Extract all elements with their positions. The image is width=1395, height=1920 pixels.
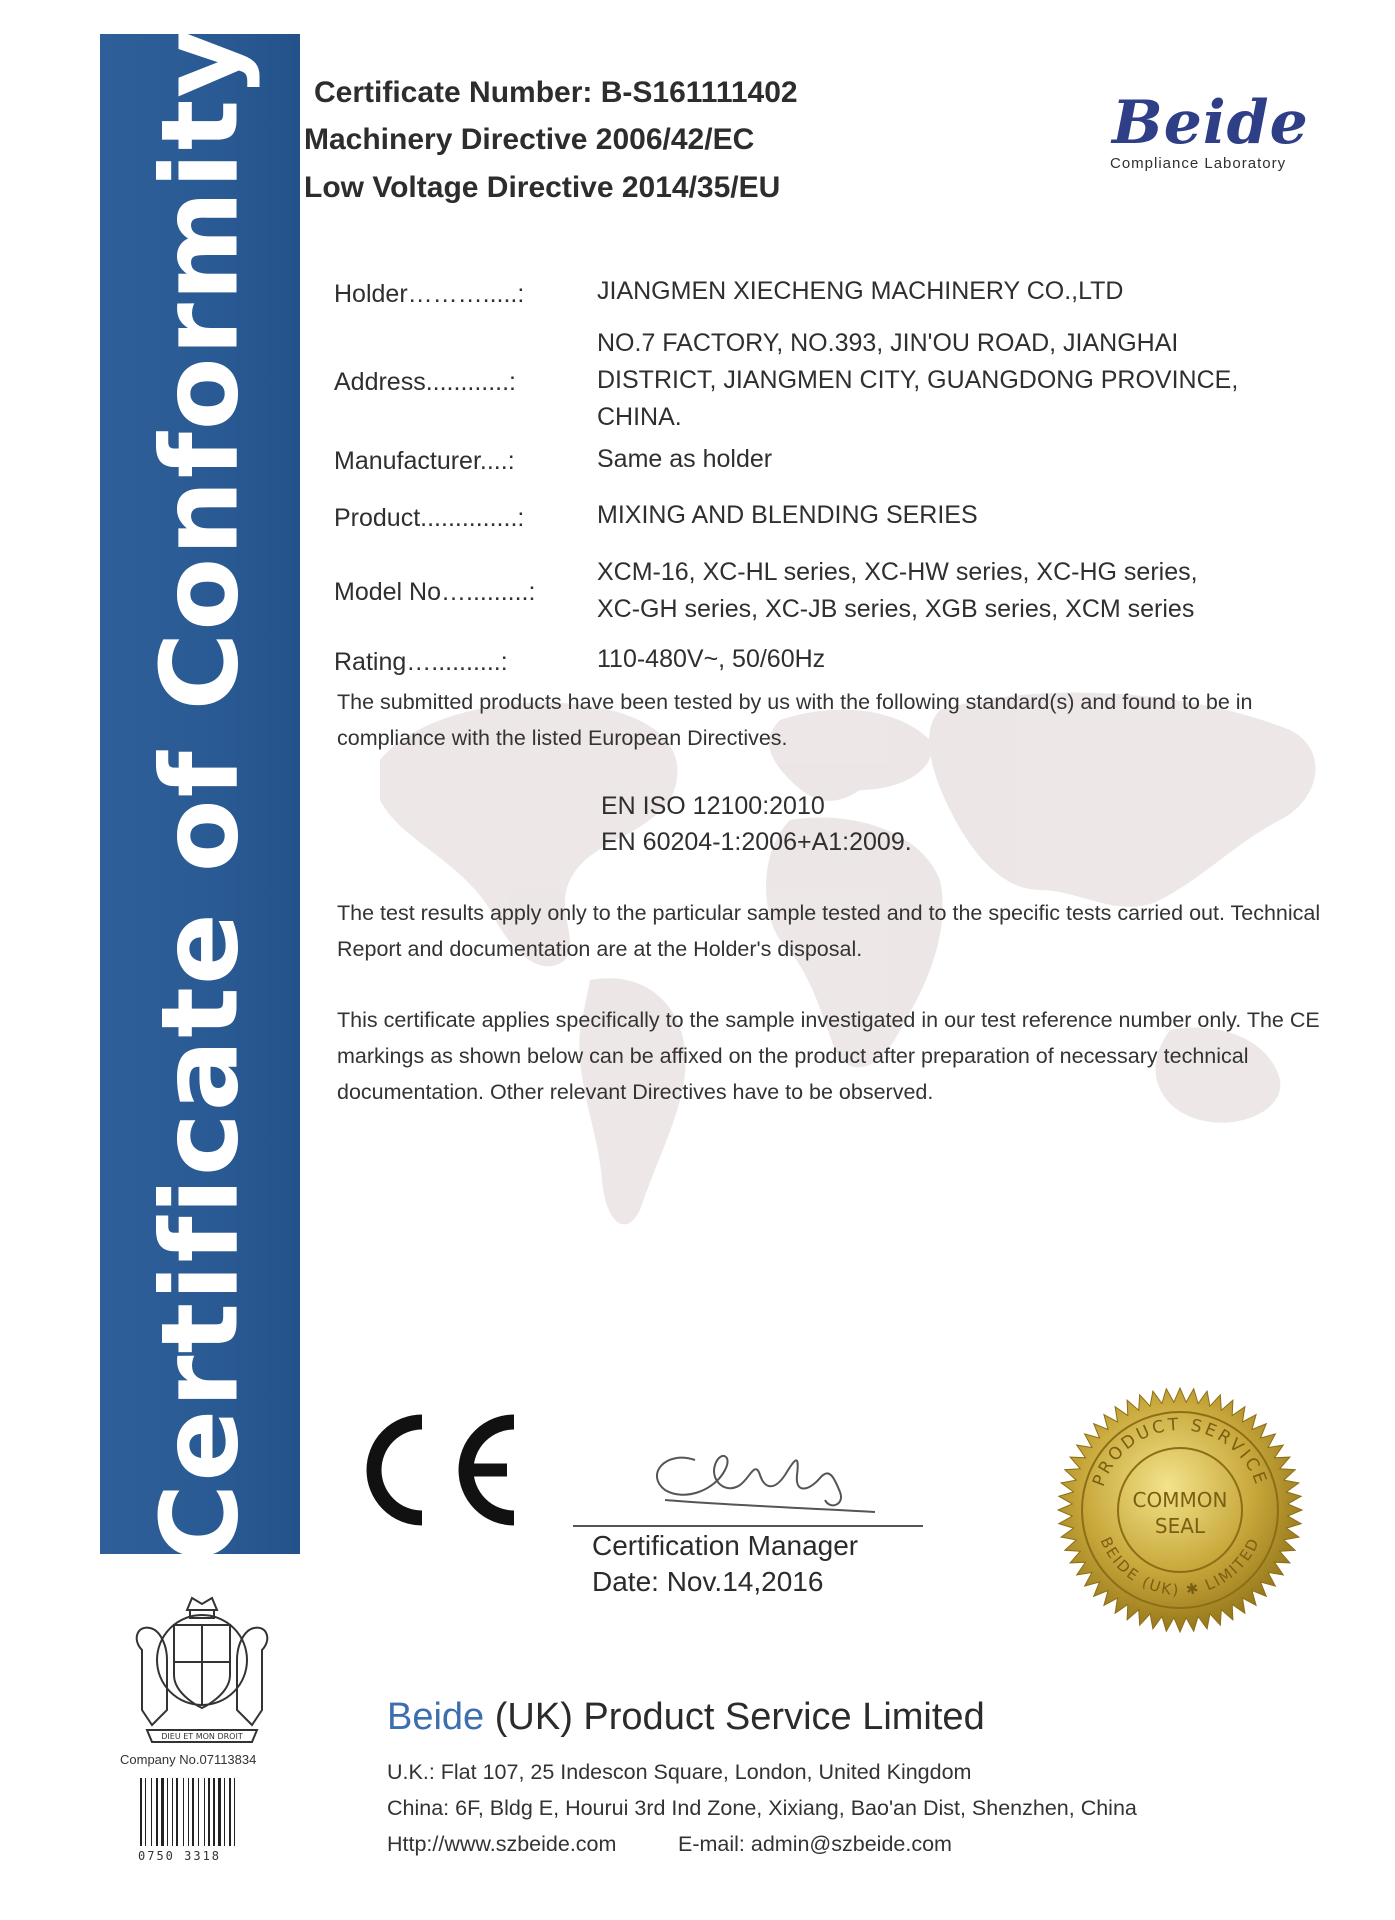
holder-value: JIANGMEN XIECHENG MACHINERY CO.,LTD [597, 277, 1124, 305]
standard-item: EN ISO 12100:2010 [601, 792, 825, 820]
address-label: Address............: [334, 368, 517, 396]
intro-paragraph: The submitted products have been tested by us with the following standard(s) and found to be in compliance with the listed European Directives. [337, 690, 1253, 750]
barcode-icon [138, 1778, 260, 1846]
footer-brand: Beide [387, 1696, 485, 1738]
footer-title-rest: (UK) Product Service Limited [494, 1696, 985, 1738]
barcode-number: 0750 3318 [138, 1849, 222, 1863]
seal-center-line: COMMON [1132, 1488, 1228, 1512]
logo-subtitle: Compliance Laboratory [1110, 155, 1287, 172]
address-value [597, 325, 1344, 436]
address-line: NO.7 FACTORY, NO.393, JIN'OU ROAD, JIANGHAI [597, 329, 1179, 357]
footer-website-link[interactable]: Http://www.szbeide.com [387, 1832, 617, 1856]
applies-paragraph: This certificate applies specifically to the sample investigated in our test reference number only. The CE markings as shown below can be affixed on the product after preparation of necessary technical documentation. Other relevant Directives have to be observed. [337, 1008, 1320, 1104]
model-label: Model No….........: [334, 578, 536, 606]
gold-seal-icon [1055, 1385, 1305, 1635]
product-value: MIXING AND BLENDING SERIES [597, 501, 978, 529]
rating-value: 110-480V~, 50/60Hz [597, 645, 826, 673]
footer-company-title [387, 1696, 985, 1739]
company-number: Company No.07113834 [120, 1752, 257, 1767]
seal-bottom-text: BEIDE (UK) ✱ LIMITED [1096, 1534, 1264, 1600]
royal-crest-icon [112, 1590, 292, 1760]
holder-label: Holder……….....: [334, 280, 525, 308]
banner-title: Certificate of Conformity [138, 26, 262, 1562]
signature-date: Date: Nov.14,2016 [592, 1566, 824, 1597]
footer-email-link[interactable]: E-mail: admin@szbeide.com [678, 1832, 952, 1856]
signature-line [573, 1525, 923, 1527]
address-line: DISTRICT, JIANGMEN CITY, GUANGDONG PROVINCE, [597, 366, 1239, 394]
crest-motto: DIEU ET MON DROIT [161, 1732, 243, 1741]
seal-top-text: PRODUCT SERVICE [1088, 1414, 1272, 1490]
product-label: Product..............: [334, 504, 525, 532]
ce-mark-icon [352, 1410, 532, 1530]
standard-item: EN 60204-1:2006+A1:2009. [601, 828, 912, 856]
model-line: XCM-16, XC-HL series, XC-HW series, XC-HG series, [597, 558, 1198, 586]
manufacturer-label: Manufacturer....: [334, 447, 515, 475]
footer-china-address: China: 6F, Bldg E, Hourui 3rd Ind Zone, Xixiang, Bao'an Dist, Shenzhen, China [387, 1796, 1137, 1820]
beide-logo: Beide [1112, 88, 1309, 158]
model-value [597, 554, 1344, 628]
rating-label: Rating…..........: [334, 648, 508, 676]
manufacturer-value: Same as holder [597, 445, 773, 473]
low-voltage-directive: Low Voltage Directive 2014/35/EU [304, 171, 781, 204]
signature-icon [625, 1420, 885, 1520]
signature-role: Certification Manager [592, 1530, 859, 1561]
address-line: CHINA. [597, 403, 682, 431]
results-paragraph: The test results apply only to the particular sample tested and to the specific tests carried out. Technical Report and documentation are at the Holder's disposal. [337, 901, 1321, 961]
seal-center-line: SEAL [1154, 1514, 1206, 1538]
certificate-banner [100, 26, 300, 1562]
machinery-directive: Machinery Directive 2006/42/EC [304, 123, 755, 156]
certificate-number: Certificate Number: B-S161111402 [314, 76, 798, 109]
footer-uk-address: U.K.: Flat 107, 25 Indescon Square, London, United Kingdom [387, 1760, 972, 1784]
model-line: XC-GH series, XC-JB series, XGB series, XCM series [597, 595, 1195, 623]
